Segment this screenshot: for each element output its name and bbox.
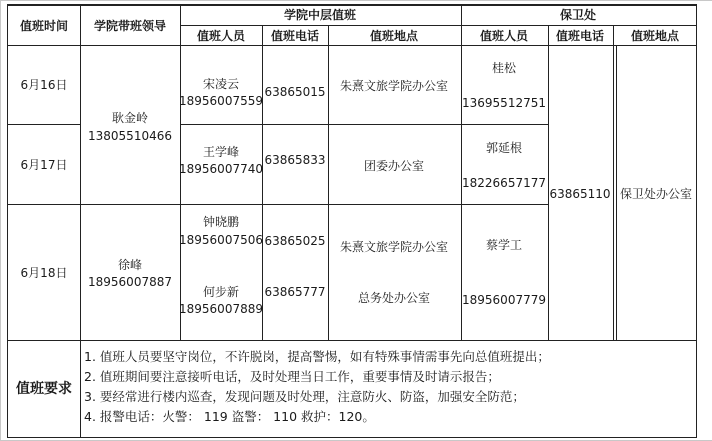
security-location: 保卫处办公室 bbox=[619, 187, 693, 201]
date-cell: 6月16日 bbox=[20, 78, 68, 92]
requirement-item: 4. 报警电话：火警： 119 盗警： 110 救护：120。 bbox=[84, 409, 375, 424]
header-sub-line bbox=[180, 25, 696, 26]
duty-phone: 63865025 bbox=[264, 234, 326, 248]
security-person-name: 桂松 bbox=[491, 61, 517, 75]
requirement-item: 1. 值班人员要坚守岗位，不许脱岗，提高警惕，如有特殊事情需事先向总值班提出； bbox=[84, 349, 550, 364]
header-leader: 学院带班领导 bbox=[93, 19, 167, 33]
header-security-group: 保卫处 bbox=[559, 8, 597, 22]
col-line bbox=[262, 25, 263, 340]
col-line bbox=[548, 25, 549, 340]
table-border-left bbox=[7, 4, 8, 438]
header-sec-phone: 值班电话 bbox=[555, 29, 605, 43]
security-person-mobile: 13695512751 bbox=[462, 96, 546, 110]
row-line bbox=[7, 204, 548, 205]
selected-cell-border bbox=[616, 45, 617, 340]
duty-person-mobile: 18956007559 bbox=[179, 94, 263, 108]
table-border-bottom bbox=[7, 437, 697, 438]
security-person-mobile: 18956007779 bbox=[462, 293, 546, 307]
duty-person-name: 王学峰 bbox=[202, 145, 240, 159]
header-location: 值班地点 bbox=[369, 29, 419, 43]
duty-phone: 63865015 bbox=[264, 85, 326, 99]
security-person-mobile: 18226657177 bbox=[462, 176, 546, 190]
requirement-item: 2. 值班期间要注意接听电话，及时处理当日工作，重要事情及时请示报告； bbox=[84, 369, 500, 384]
duty-person-mobile: 18956007889 bbox=[179, 302, 263, 316]
table-border-right bbox=[696, 4, 697, 438]
duty-location: 总务处办公室 bbox=[357, 291, 431, 305]
row-line bbox=[7, 340, 697, 341]
leader-phone: 13805510466 bbox=[88, 129, 172, 143]
header-sec-person: 值班人员 bbox=[479, 29, 529, 43]
header-phone: 值班电话 bbox=[270, 29, 320, 43]
duty-phone: 63865777 bbox=[264, 285, 326, 299]
table-border-top bbox=[7, 4, 697, 6]
duty-person-mobile: 18956007740 bbox=[179, 162, 263, 176]
date-cell: 6月17日 bbox=[20, 158, 68, 172]
leader-name: 耿金岭 bbox=[111, 111, 149, 125]
header-sec-location: 值班地点 bbox=[630, 29, 680, 43]
header-bottom-line bbox=[7, 45, 697, 46]
security-phone: 63865110 bbox=[549, 187, 611, 201]
leader-name: 徐峰 bbox=[117, 258, 143, 272]
duty-person-name: 钟晓鹏 bbox=[202, 215, 240, 229]
col-line bbox=[328, 25, 329, 340]
sheet-gridline bbox=[0, 0, 712, 1]
duty-location: 朱熹文旅学院办公室 bbox=[339, 79, 449, 93]
col-line bbox=[80, 4, 81, 340]
col-line bbox=[461, 4, 462, 340]
col-line bbox=[80, 340, 81, 438]
row-line bbox=[7, 124, 80, 125]
duty-person-name: 何步新 bbox=[202, 285, 240, 299]
col-line bbox=[613, 25, 614, 340]
requirement-item: 3. 要经常进行楼内巡查，发现问题及时处理，注意防火、防盗，加强安全防范； bbox=[84, 389, 525, 404]
duty-location: 朱熹文旅学院办公室 bbox=[339, 240, 449, 254]
duty-phone: 63865833 bbox=[264, 153, 326, 167]
duty-location: 团委办公室 bbox=[363, 159, 425, 173]
sheet-gridline bbox=[0, 0, 1, 441]
header-date: 值班时间 bbox=[19, 19, 69, 33]
security-person-name: 蔡学工 bbox=[485, 238, 523, 252]
date-cell: 6月18日 bbox=[20, 266, 68, 280]
row-line bbox=[180, 124, 548, 125]
duty-person-name: 宋凌云 bbox=[202, 77, 240, 91]
duty-person-mobile: 18956007506 bbox=[179, 233, 263, 247]
header-person: 值班人员 bbox=[196, 29, 246, 43]
header-middle-group: 学院中层值班 bbox=[283, 8, 357, 22]
leader-phone: 18956007887 bbox=[88, 275, 172, 289]
requirements-label: 值班要求 bbox=[16, 381, 72, 397]
security-person-name: 郭延根 bbox=[485, 141, 523, 155]
